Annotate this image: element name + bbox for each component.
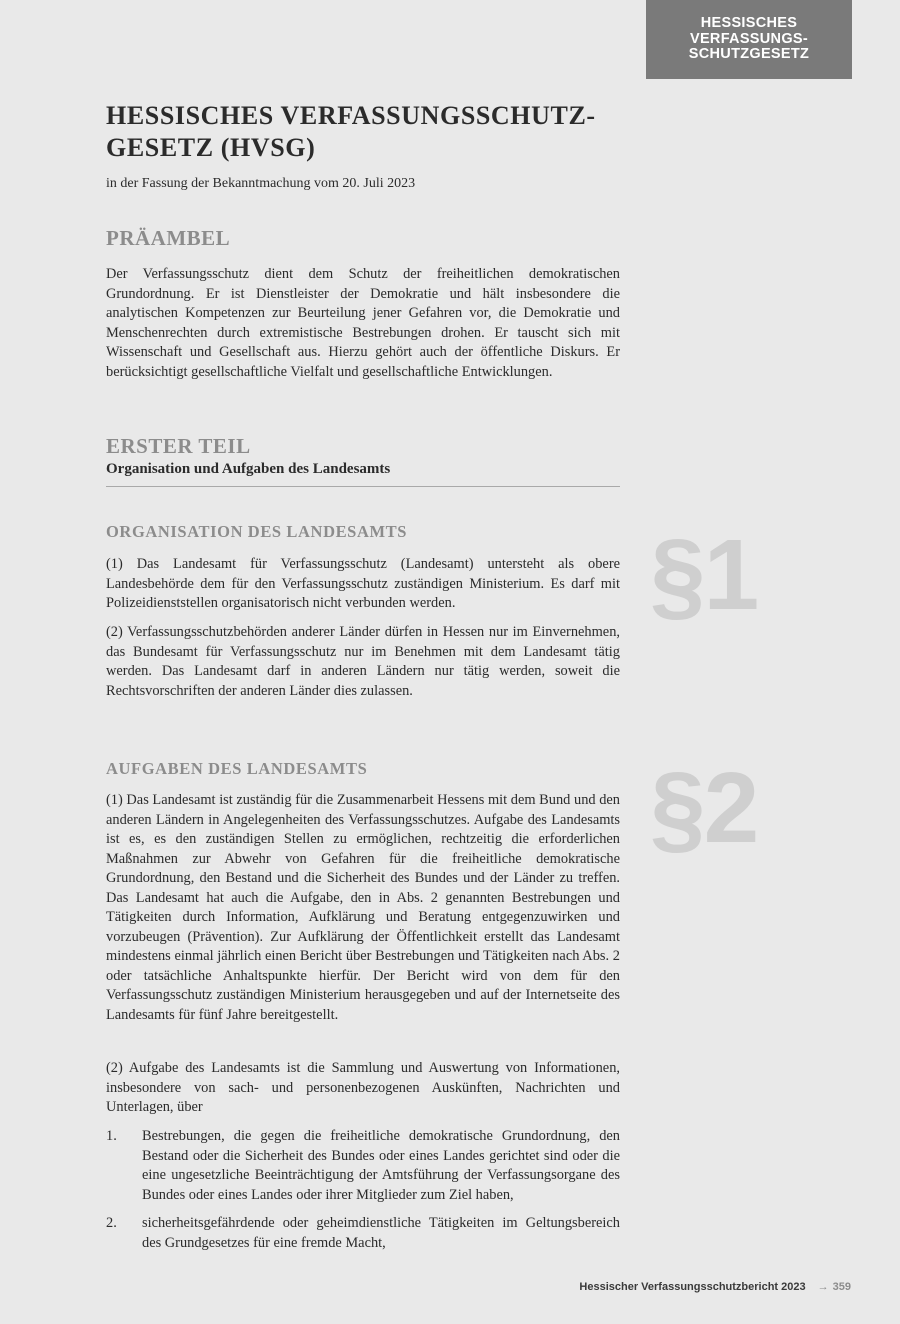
chapter-tab-line-3: SCHUTZGESETZ <box>688 46 810 62</box>
arrow-right-icon: → <box>817 1281 829 1293</box>
page-number: 359 <box>832 1281 851 1293</box>
section-2-sign: §2 <box>650 752 758 864</box>
part-heading: ERSTER TEIL <box>106 434 251 458</box>
preamble-heading: PRÄAMBEL <box>106 226 231 250</box>
section-1-heading: ORGANISATION DES LANDESAMTS <box>106 522 408 541</box>
list-item-text: sicherheitsgefährdende oder geheimdienstliche Tätigkeiten im Geltungsbereich des Grundgesetzes für eine fremde Macht, <box>142 1215 620 1251</box>
section-2-paragraph-2: (2) Aufgabe des Landesamts ist die Sammlung und Auswertung von Informationen, insbesondere von sach- und personenbezogenen Auskünften, Nachrichten und Unterlagen, über <box>106 1060 620 1115</box>
document-subtitle: in der Fassung der Bekanntmachung vom 20. Juli 2023 <box>106 176 416 191</box>
section-1-body <box>106 555 620 614</box>
list-item-number: 1. <box>106 1128 117 1144</box>
chapter-tab <box>646 0 852 79</box>
section-1-paragraph-1: (1) Das Landesamt für Verfassungsschutz (Landesamt) untersteht als obere Landesbehörde dem für den Verfassungsschutz zuständigen Ministerium. Es darf mit Polizeidienststellen organisatorisch nicht verbunden werden. <box>106 556 620 611</box>
preamble-section <box>106 265 620 382</box>
document-title <box>106 100 626 164</box>
page-footer <box>579 1281 851 1293</box>
list-item <box>106 1127 620 1205</box>
list-item-text: Bestrebungen, die gegen die freiheitliche demokratische Grundordnung, den Bestand oder die Sicherheit des Bundes oder eines Landes gerichtet sind oder die eine ungesetzliche Beeinträchtigung der Amtsführung der Verfassungsorgane des Bundes oder eines Landes oder ihrer Mitglieder zum Ziel haben, <box>142 1128 620 1203</box>
document-title-line-2: GESETZ (HVSG) <box>106 133 316 162</box>
section-2-body <box>106 791 620 1025</box>
section-2-body-2 <box>106 1059 620 1118</box>
preamble-text: Der Verfassungsschutz dient dem Schutz der freiheitlichen demokratischen Grundordnung. Er ist Dienstleister der Demokratie und hält insbesondere die analytischen Kompetenzen zur Beurteilung jener Gefahren vor, die Demokratie und Menschenrechten durch extremistische Bestrebungen drohen. Er tauscht sich mit Wissenschaft und Gesellschaft aus. Hierzu gehört auch der öffentliche Diskurs. Er berücksichtigt gesellschaftliche Vielfalt und gesellschaftliche Entwicklungen. <box>106 266 620 380</box>
section-1-body-2 <box>106 623 620 701</box>
part-subheading: Organisation und Aufgaben des Landesamts <box>106 461 391 477</box>
document-title-line-1: HESSISCHES VERFASSUNGSSCHUTZ- <box>106 101 596 130</box>
section-2-heading: AUFGABEN DES LANDESAMTS <box>106 759 368 778</box>
section-1-paragraph-2: (2) Verfassungsschutzbehörden anderer Länder dürfen in Hessen nur im Einvernehmen, das Bundesamt für Verfassungsschutz nur im Benehmen mit dem Landesamt tätig werden. Das Landesamt darf in anderen Ländern nur tätig werden, soweit die Rechtsvorschriften der anderen Länder dies zulassen. <box>106 624 620 699</box>
part-divider <box>106 486 620 487</box>
section-2-paragraph-1: (1) Das Landesamt ist zuständig für die Zusammenarbeit Hessens mit dem Bund und den anderen Ländern in Angelegenheiten des Verfassungsschutzes. Aufgabe des Landesamts ist es, es den zuständigen Stellen zu ermöglichen, rechtzeitig die erforderlichen Maßnahmen zur Abwehr von Gefahren für die freiheitliche demokratische Grundordnung, den Bestand und die Sicherheit des Bundes und der Länder zu treffen. Das Landesamt hat auch die Aufgabe, den in Abs. 2 genannten Bestrebungen und Tätigkeiten durch Information, Aufklärung und Beratung entgegenzuwirken und vorzubeugen (Prävention). Zur Aufklärung der Öffentlichkeit erstellt das Landesamt mindestens einmal jährlich einen Bericht über Bestrebungen und Tätigkeiten nach Abs. 2 oder tatsächliche Anhaltspunkte hierfür. Der Bericht wird von dem für den Verfassungsschutz zuständigen Ministerium herausgegeben und auf der Internetseite des Landesamts für fünf Jahre bereitgestellt. <box>106 792 620 1023</box>
list-item-number: 2. <box>106 1215 117 1231</box>
chapter-tab-line-2: VERFASSUNGS- <box>689 30 808 47</box>
chapter-tab-line-1: HESSISCHES <box>700 15 798 31</box>
footer-title: Hessischer Verfassungsschutzbericht 2023 <box>579 1281 806 1293</box>
section-1-sign: §1 <box>650 519 758 631</box>
list-item <box>106 1214 620 1253</box>
